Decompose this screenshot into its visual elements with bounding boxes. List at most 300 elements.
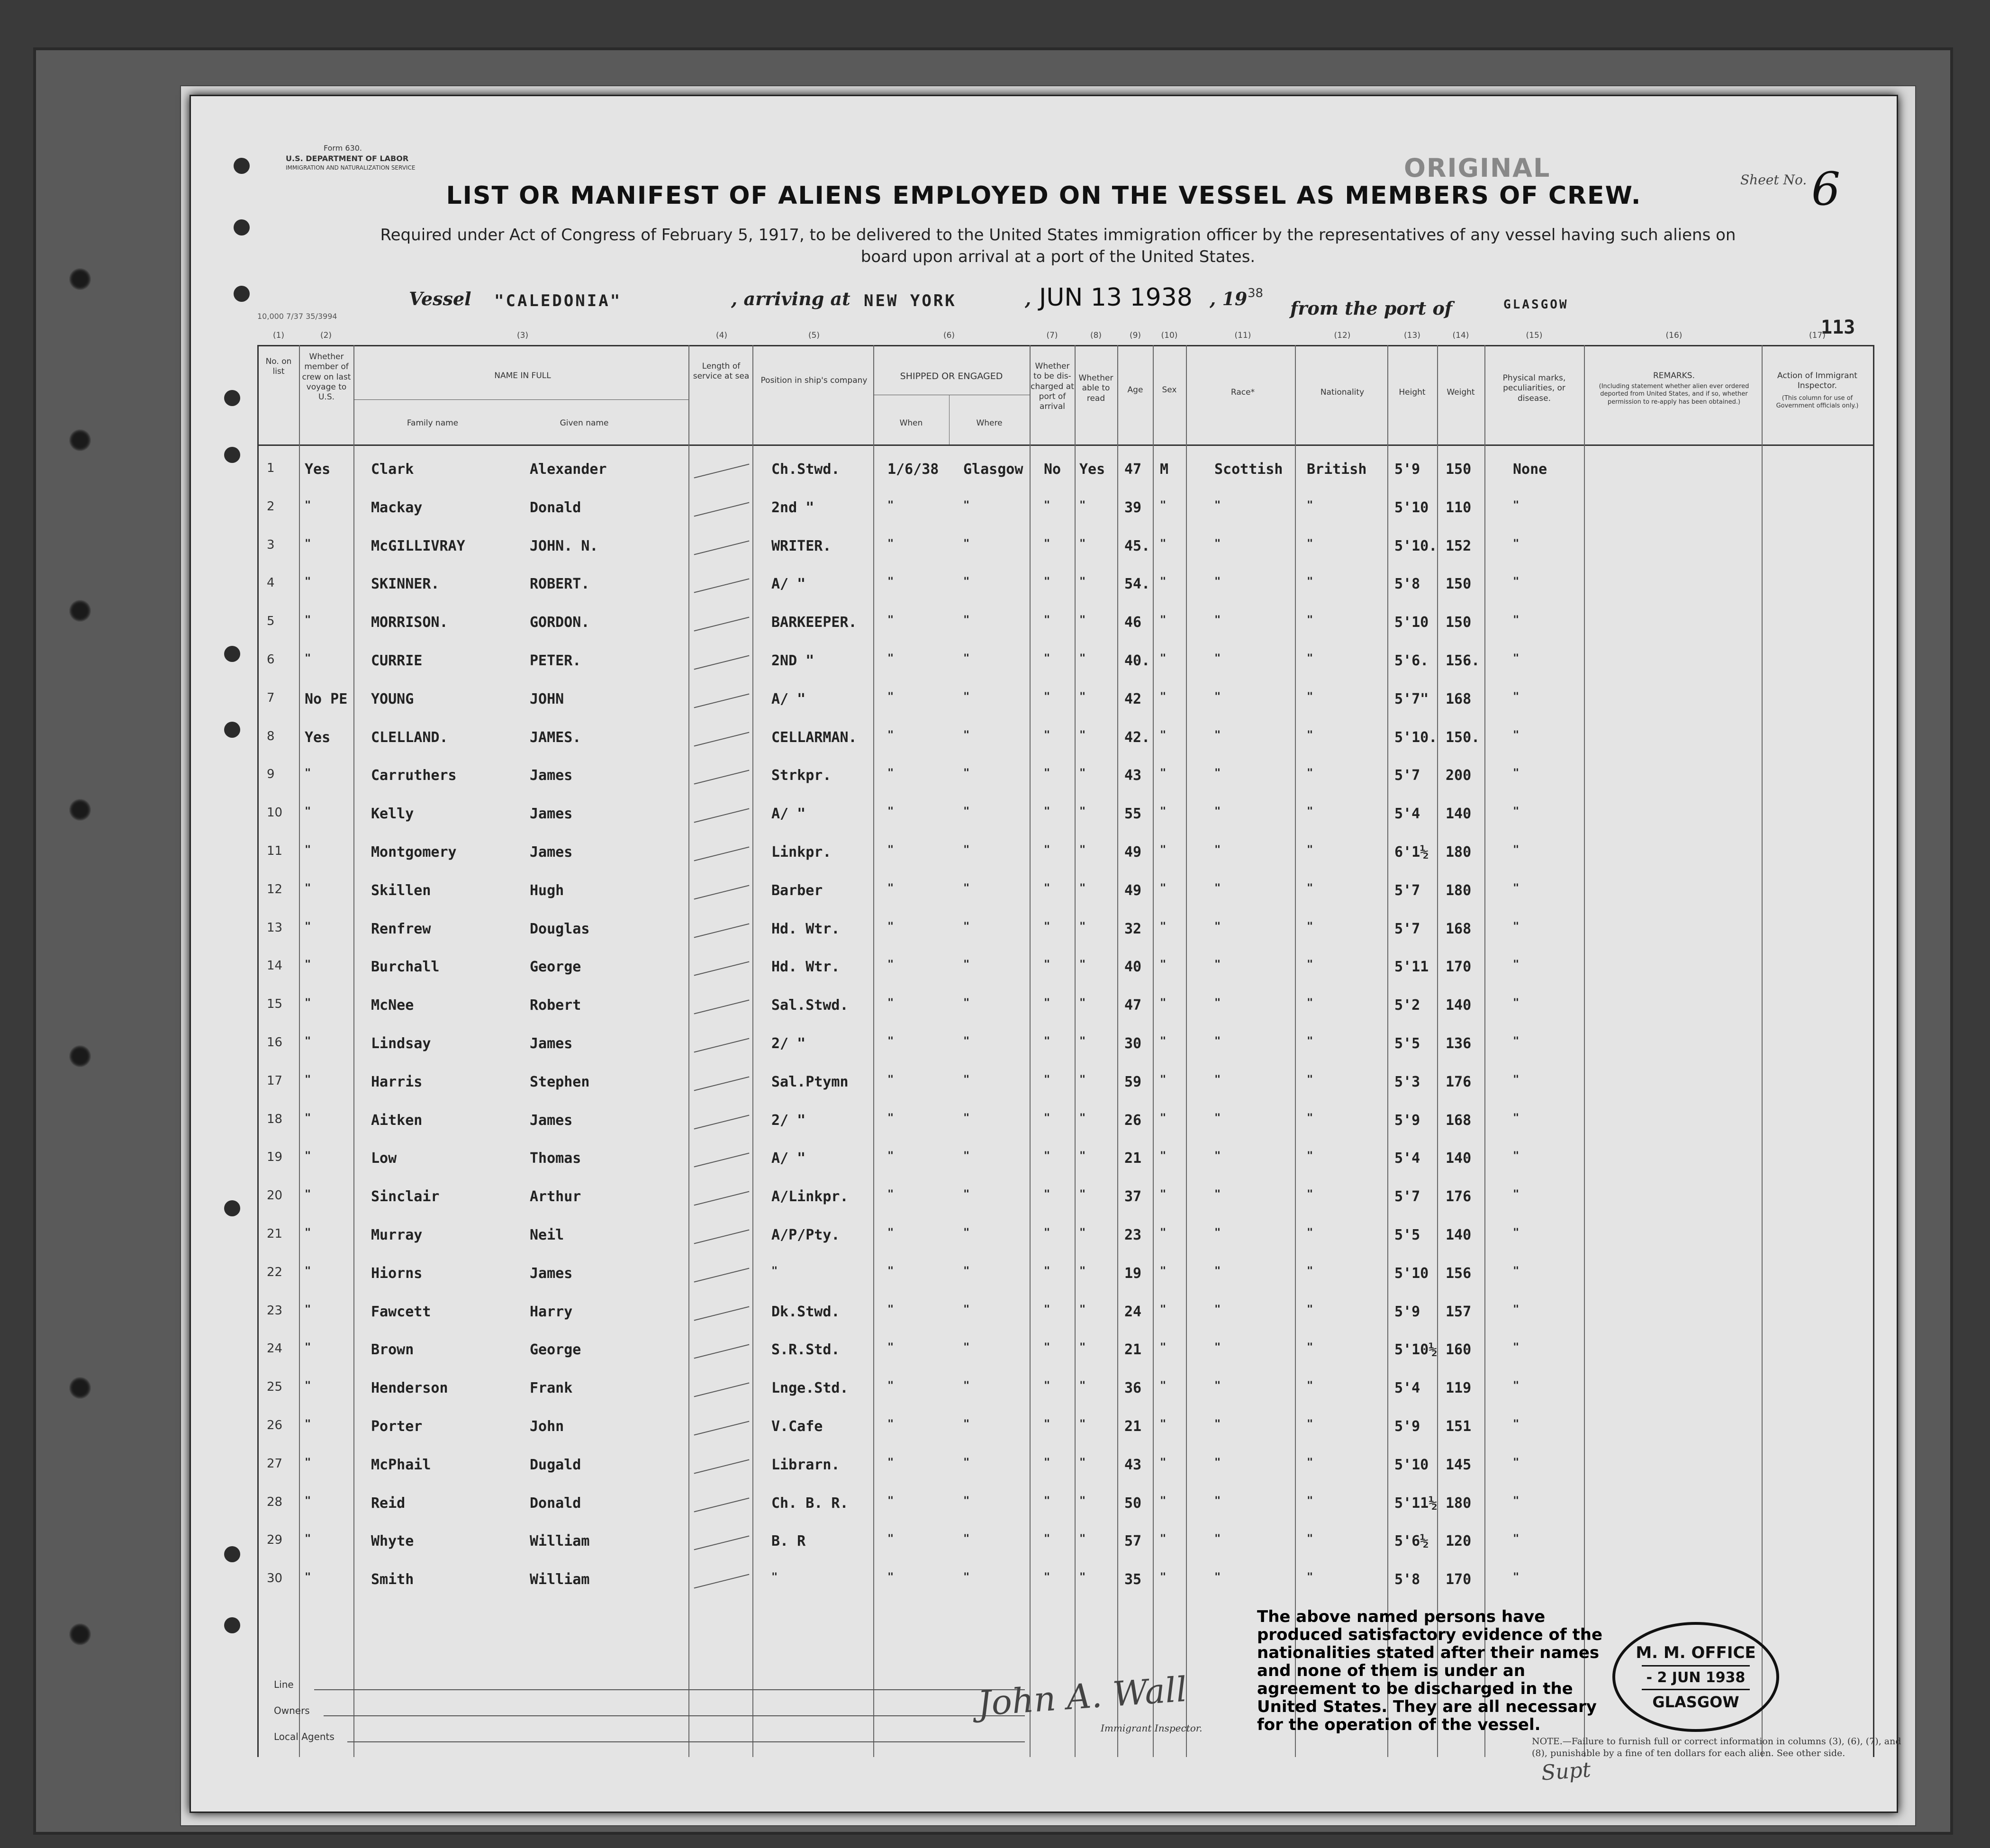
cell-no: 19 [267,1150,283,1165]
header-action-note: (This column for use of Government officials only.) [1776,395,1859,410]
cell-where: " [963,1150,970,1162]
header-when: When [899,418,923,428]
table-row [191,1112,1897,1150]
cell-voyage: " [305,1456,311,1468]
cell-family: Reid [371,1495,406,1512]
header-physical-marks: Physical marks, peculiarities, or disease. [1502,373,1566,403]
cell-sex: " [1160,652,1167,664]
cell-nationality: " [1307,1035,1313,1047]
cell-race: " [1214,537,1221,550]
cell-height: 5'9 [1394,1303,1420,1320]
header-able-to-read: Whether able to read [1078,373,1113,403]
cell-given: James [530,1035,573,1052]
cell-marks: " [1513,1035,1520,1047]
length-of-service-mark [694,617,750,632]
cell-sex: " [1160,997,1167,1009]
cell-marks: None [1513,461,1547,478]
cell-position: Linkpr. [771,844,832,861]
cell-nationality: " [1307,652,1313,664]
cell-position: A/P/Pty. [771,1227,840,1243]
cell-discharged: " [1044,1303,1050,1315]
cell-discharged: " [1044,1150,1050,1162]
cell-given: GORDON. [530,614,590,631]
cell-position: BARKEEPER. [771,614,857,631]
cell-no: 30 [267,1571,283,1586]
cell-age: 21 [1124,1341,1142,1359]
col-num: (6) [943,331,955,340]
length-of-service-mark [694,1230,750,1244]
length-of-service-mark [694,1459,750,1474]
cell-read: " [1079,537,1086,550]
cell-weight: 180 [1446,1495,1472,1512]
cell-voyage: " [305,844,311,856]
cell-discharged: " [1044,1571,1050,1584]
cell-age: 21 [1124,1150,1142,1167]
cell-no: 5 [267,614,275,629]
cell-given: Stephen [530,1073,590,1090]
length-of-service-mark [694,693,750,708]
cell-marks: " [1513,959,1520,971]
col-num: (13) [1404,331,1420,340]
binder-hole [69,1377,91,1399]
cell-voyage: " [305,1227,311,1239]
cell-nationality: " [1307,1341,1313,1354]
cell-read: " [1079,1227,1086,1239]
cell-race: " [1214,1265,1221,1277]
table-row [191,767,1897,805]
cell-age: 24 [1124,1303,1142,1320]
cell-race: " [1214,1303,1221,1315]
cell-weight: 168 [1446,1112,1472,1129]
cell-race: " [1214,1418,1221,1430]
cell-read: " [1079,1418,1086,1430]
cell-read: " [1079,1456,1086,1468]
cell-position: Librarn. [771,1456,840,1473]
cell-race: " [1214,690,1221,703]
cell-no: 2 [267,499,275,514]
cell-where: " [963,882,970,894]
cell-where: " [963,844,970,856]
cell-height: 5'10½ [1394,1341,1438,1359]
cell-discharged: " [1044,844,1050,856]
cell-marks: " [1513,920,1520,933]
header-length-service: Length of service at sea [693,362,750,381]
col-num: (12) [1334,331,1351,340]
cell-race: " [1214,997,1221,1009]
cell-position: Hd. Wtr. [771,959,840,976]
cell-where: " [963,576,970,588]
service: IMMIGRATION AND NATURALIZATION SERVICE [286,164,416,171]
cell-position: Ch. B. R. [771,1495,849,1512]
cell-family: Murray [371,1227,423,1243]
binder-hole [69,600,91,622]
cell-nationality: " [1307,1456,1313,1468]
cell-marks: " [1513,576,1520,588]
cell-race: Scottish [1214,461,1283,478]
page-subtitle: Required under Act of Congress of February 5, 1917, to be delivered to the United States immigration officer by the representatives of any vessel having such aliens on board upon arrival at a port of the United States. [380,226,1736,266]
col-num: (14) [1452,331,1469,340]
cell-race: " [1214,1495,1221,1507]
cell-family: SKINNER. [371,576,440,593]
cell-where: Glasgow [963,461,1023,478]
cell-family: Harris [371,1073,423,1090]
cell-family: McGILLIVRAY [371,537,465,554]
cell-sex: " [1160,1073,1167,1086]
cell-marks: " [1513,806,1520,818]
cell-no: 22 [267,1265,283,1279]
header-race: Race* [1230,388,1255,397]
table-row [191,1035,1897,1073]
cell-discharged: " [1044,1341,1050,1354]
cell-voyage: Yes [305,461,331,478]
cell-family: Brown [371,1341,414,1359]
cell-given: James [530,1112,573,1129]
table-row [191,1227,1897,1265]
cell-weight: 170 [1446,959,1472,976]
table-row [191,1533,1897,1571]
header-position: Position in ship's company [760,376,868,385]
cell-when: " [887,1571,894,1584]
col-num: (9) [1129,331,1141,340]
cell-no: 6 [267,652,275,667]
cell-family: McPhail [371,1456,431,1473]
table-row [191,1188,1897,1226]
cell-voyage: " [305,614,311,626]
cell-marks: " [1513,1227,1520,1239]
cell-position: " [771,1571,778,1584]
table-row [191,997,1897,1035]
cell-voyage: " [305,1571,311,1584]
cell-given: James [530,767,573,784]
punch-hole [234,158,250,174]
col-num: (8) [1090,331,1102,340]
stamp-top-text: M. M. OFFICE [1636,1643,1756,1662]
cell-read: Yes [1079,461,1105,478]
table-row [191,652,1897,690]
cell-nationality: British [1307,461,1367,478]
cell-sex: M [1160,461,1169,478]
col-num: (2) [320,331,332,340]
cell-height: 5'6½ [1394,1533,1429,1550]
cell-where: " [963,1456,970,1468]
cell-voyage: " [305,1112,311,1124]
cell-age: 54. [1124,576,1150,593]
cell-marks: " [1513,997,1520,1009]
length-of-service-mark [694,1421,750,1436]
cell-given: James [530,806,573,823]
cell-position: 2nd " [771,499,814,516]
year-suffix: 38 [1248,286,1264,300]
department: U.S. DEPARTMENT OF LABOR [286,154,409,163]
cell-read: " [1079,576,1086,588]
cell-voyage: " [305,1495,311,1507]
cell-position: Sal.Stwd. [771,997,849,1014]
cell-voyage: " [305,1265,311,1277]
cell-age: 35 [1124,1571,1142,1588]
cell-where: " [963,729,970,741]
punch-hole [234,286,250,302]
length-of-service-mark [694,540,750,555]
cell-age: 45. [1124,537,1150,554]
cell-where: " [963,959,970,971]
sheet-no-label: Sheet No. [1740,172,1807,188]
cell-discharged: " [1044,1418,1050,1430]
cell-discharged: " [1044,1227,1050,1239]
cell-read: " [1079,1533,1086,1545]
cell-voyage: No PE [305,690,348,707]
cell-nationality: " [1307,499,1313,511]
cell-where: " [963,1380,970,1392]
cell-position: A/ " [771,576,806,593]
cell-read: " [1079,499,1086,511]
cell-age: 23 [1124,1227,1142,1243]
cell-marks: " [1513,1303,1520,1315]
vessel-name: "CALEDONIA" [494,291,622,310]
table-row [191,461,1897,499]
cell-marks: " [1513,614,1520,626]
cell-nationality: " [1307,959,1313,971]
cell-position: V.Cafe [771,1418,823,1435]
length-of-service-mark [694,1383,750,1397]
header-action: Action of Immigrant Inspector. [1777,371,1857,391]
cell-given: Douglas [530,920,590,937]
cell-read: " [1079,959,1086,971]
cell-no: 17 [267,1073,283,1088]
cell-height: 5'4 [1394,806,1420,823]
cell-when: " [887,1341,894,1354]
cell-height: 5'3 [1394,1073,1420,1090]
table-row [191,1418,1897,1456]
cell-race: " [1214,1341,1221,1354]
cell-given: George [530,1341,581,1359]
header-height: Height [1399,388,1426,397]
length-of-service-mark [694,1574,750,1589]
cell-weight: 152 [1446,537,1472,554]
cell-no: 23 [267,1303,283,1318]
header-given-name: Given name [560,418,609,428]
cell-race: " [1214,614,1221,626]
cell-no: 8 [267,729,275,743]
cell-nationality: " [1307,1150,1313,1162]
cell-read: " [1079,1112,1086,1124]
cell-position: Strkpr. [771,767,832,784]
cell-sex: " [1160,767,1167,779]
length-of-service-mark [694,732,750,746]
cell-family: Hiorns [371,1265,423,1282]
cell-given: ROBERT. [530,576,590,593]
cell-age: 40 [1124,959,1142,976]
cell-family: Mackay [371,499,423,516]
cell-height: 5'2 [1394,997,1420,1014]
cell-marks: " [1513,1533,1520,1545]
cell-height: 5'11½ [1394,1495,1438,1512]
cell-age: 40. [1124,652,1150,669]
length-of-service-mark [694,655,750,670]
length-of-service-mark [694,770,750,785]
cell-age: 42. [1124,729,1150,746]
table-row [191,1341,1897,1379]
cell-where: " [963,920,970,933]
cell-position: WRITER. [771,537,832,554]
cell-no: 15 [267,997,283,1012]
cell-when: " [887,1265,894,1277]
cell-when: " [887,690,894,703]
punch-hole [224,447,240,463]
cell-voyage: " [305,1035,311,1047]
cell-age: 49 [1124,844,1142,861]
cell-no: 24 [267,1341,283,1356]
cell-height: 5'5 [1394,1227,1420,1243]
cell-weight: 176 [1446,1073,1472,1090]
cell-weight: 180 [1446,844,1472,861]
cell-sex: " [1160,1571,1167,1584]
cell-given: James [530,844,573,861]
cell-when: " [887,1495,894,1507]
inspector-signature: John A. Wall [976,1669,1188,1724]
cell-where: " [963,1341,970,1354]
cell-nationality: " [1307,576,1313,588]
cell-marks: " [1513,537,1520,550]
cell-read: " [1079,920,1086,933]
cell-no: 13 [267,920,283,935]
cell-height: 5'9 [1394,1418,1420,1435]
cell-weight: 145 [1446,1456,1472,1473]
cell-no: 7 [267,690,275,705]
cell-voyage: " [305,1188,311,1201]
cell-given: Frank [530,1380,573,1397]
cell-family: Whyte [371,1533,414,1550]
cell-discharged: " [1044,576,1050,588]
line-label: Line [274,1679,294,1690]
print-code: 10,000 7/37 35/3994 [257,312,337,321]
cell-weight: 156. [1446,652,1480,669]
cell-age: 39 [1124,499,1142,516]
cell-when: " [887,959,894,971]
cell-read: " [1079,652,1086,664]
cell-marks: " [1513,1418,1520,1430]
cell-read: " [1079,1188,1086,1201]
cell-marks: " [1513,499,1520,511]
cell-where: " [963,1265,970,1277]
table-row [191,882,1897,920]
binder-hole [69,429,91,451]
cell-position: CELLARMAN. [771,729,857,746]
cell-height: 5'11 [1394,959,1429,976]
cell-read: " [1079,767,1086,779]
cell-given: JAMES. [530,729,581,746]
cell-sex: " [1160,1303,1167,1315]
cell-sex: " [1160,1418,1167,1430]
cell-no: 27 [267,1456,283,1471]
cell-marks: " [1513,1150,1520,1162]
cell-where: " [963,1073,970,1086]
cell-family: Skillen [371,882,431,899]
page-number: 113 [1821,317,1855,338]
cell-race: " [1214,806,1221,818]
cell-when: " [887,537,894,550]
table-row [191,1150,1897,1188]
table-row [191,921,1897,959]
cell-race: " [1214,1380,1221,1392]
cell-height: 5'8 [1394,1571,1420,1588]
header-remarks-note: (Including statement whether alien ever ordered deported from United States, and if so, whether permission to re-apply has been obtained.) [1599,383,1749,406]
cell-sex: " [1160,806,1167,818]
nationality-statement: The above named persons have produced satisfactory evidence of the nationalities stated after their names and none of them is under an agreement to be discharged in the United States. They are all necessary for the operation of the vessel. [1257,1607,1603,1734]
table-row [191,691,1897,729]
cell-weight: 176 [1446,1188,1472,1205]
cell-race: " [1214,729,1221,741]
cell-position: Sal.Ptymn [771,1073,849,1090]
cell-weight: 168 [1446,690,1472,707]
cell-when: " [887,920,894,933]
punch-hole [224,390,240,406]
cell-weight: 151 [1446,1418,1472,1435]
cell-sex: " [1160,576,1167,588]
header-weight: Weight [1447,388,1475,397]
cell-height: 5'5 [1394,1035,1420,1052]
cell-discharged: " [1044,690,1050,703]
from-port: GLASGOW [1503,298,1569,312]
cell-sex: " [1160,959,1167,971]
stamp-bottom-text: GLASGOW [1652,1693,1739,1711]
inspector-label: Immigrant Inspector. [1101,1722,1203,1734]
cell-height: 5'10. [1394,537,1438,554]
length-of-service-mark [694,1268,750,1282]
cell-weight: 140 [1446,997,1472,1014]
cell-read: " [1079,806,1086,818]
cell-discharged: " [1044,1495,1050,1507]
cell-read: " [1079,997,1086,1009]
length-of-service-mark [694,808,750,823]
cell-discharged: " [1044,1112,1050,1124]
cell-sex: " [1160,499,1167,511]
cell-discharged: " [1044,920,1050,933]
cell-when: " [887,1227,894,1239]
cell-read: " [1079,1265,1086,1277]
cell-family: Smith [371,1571,414,1588]
cell-nationality: " [1307,1303,1313,1315]
cell-when: 1/6/38 [887,461,939,478]
length-of-service-mark [694,1153,750,1168]
year-prefix: , 19 [1210,288,1248,309]
cell-discharged: " [1044,729,1050,741]
table-row [191,576,1897,614]
cell-position: A/ " [771,690,806,707]
length-of-service-mark [694,1076,750,1091]
cell-weight: 157 [1446,1303,1472,1320]
cell-position: S.R.Std. [771,1341,840,1359]
col-num: (10) [1161,331,1178,340]
cell-discharged: " [1044,1188,1050,1201]
cell-family: Low [371,1150,397,1167]
cell-no: 10 [267,806,283,820]
cell-when: " [887,1456,894,1468]
cell-weight: 156 [1446,1265,1472,1282]
cell-read: " [1079,1073,1086,1086]
cell-position: Dk.Stwd. [771,1303,840,1320]
local-agents-label: Local Agents [274,1731,335,1742]
cell-discharged: " [1044,1035,1050,1047]
cell-race: " [1214,652,1221,664]
cell-height: 5'7 [1394,920,1420,937]
cell-nationality: " [1307,920,1313,933]
cell-age: 59 [1124,1073,1142,1090]
cell-age: 47 [1124,997,1142,1014]
cell-weight: 168 [1446,920,1472,937]
table-row [191,614,1897,652]
cell-marks: " [1513,1380,1520,1392]
cell-family: Montgomery [371,844,457,861]
